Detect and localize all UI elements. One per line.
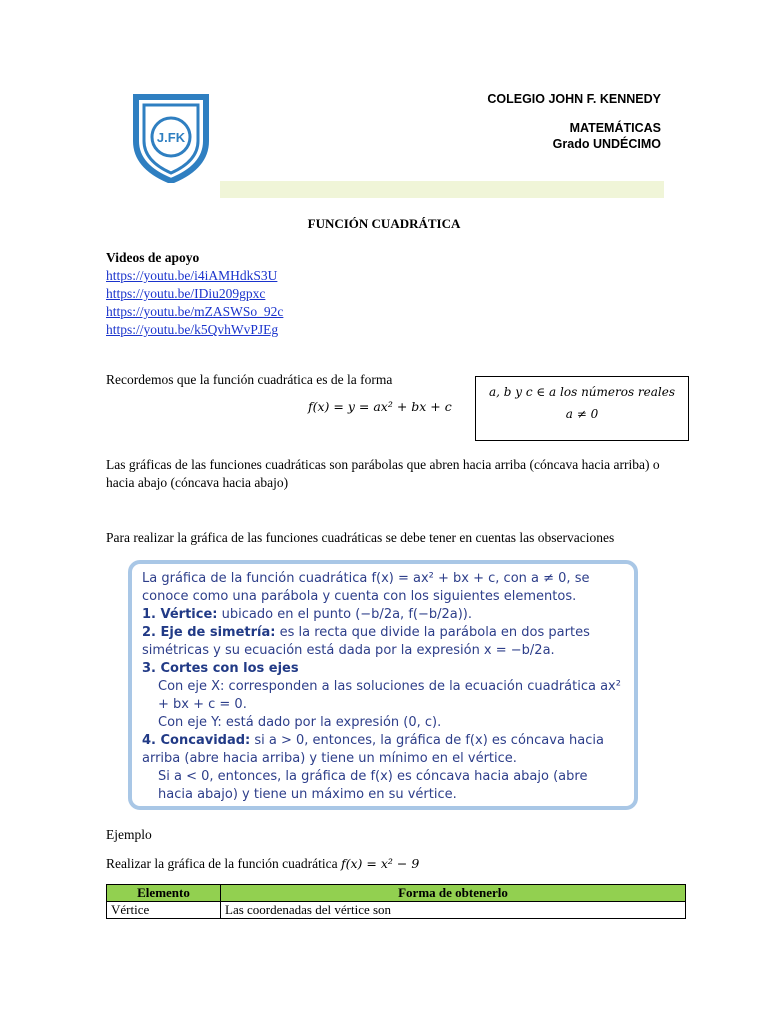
- intro-text: Recordemos que la función cuadrática es de la forma: [106, 372, 393, 387]
- subject: MATEMÁTICAS: [569, 121, 661, 135]
- property-symmetry: 2. Eje de simetría: es la recta que divide la parábola en dos partes simétricas y su ecuación está dada por la expresión x = −b/2a.: [142, 625, 590, 658]
- example-text: [106, 855, 419, 873]
- concavity-text-2: Si a < 0, entonces, la gráfica de f(x) es cóncava hacia abajo (abre hacia abajo) y tiene un máximo en su vértice.: [158, 769, 588, 802]
- property-concavity: 4. Concavidad: si a > 0, entonces, la gráfica de f(x) es cóncava hacia arriba (abre hacia arriba) y tiene un mínimo en el vértice. Si a < 0, entonces, la gráfica de f(x) es cóncava hacia abajo (abre hacia abajo) y tiene un máximo en su vértice.: [142, 732, 624, 804]
- property-intercepts: 3. Cortes con los ejes Con eje X: corresponden a las soluciones de la ecuación cuadrática ax² + bx + c = 0. Con eje Y: está dado por la expresión (0, c).: [142, 660, 624, 732]
- quadratic-formula: f(x) = y = ax² + bx + c: [308, 399, 452, 414]
- videos-section: [106, 249, 283, 339]
- paragraph-parabolas: Las gráficas de las funciones cuadráticas son parábolas que abren hacia arriba (cóncava hacia arriba) o hacia abajo (cóncava hacia abajo): [106, 457, 660, 490]
- header-forma: Forma de obtenerlo: [221, 885, 686, 902]
- coefficient-line-1: a, b y c ∈ a los números reales: [488, 385, 676, 399]
- concavity-text: si a > 0, entonces, la gráfica de f(x) es cóncava hacia arriba (abre hacia arriba) y tiene un mínimo en el vértice.: [142, 733, 604, 766]
- example-formula: f(x) = x² − 9: [340, 856, 420, 871]
- symmetry-text: es la recta que divide la parábola en dos partes simétricas y su ecuación está dada por la expresión x = −b/2a.: [142, 625, 590, 658]
- header-bar: [220, 181, 664, 198]
- intercept-x: Con eje X: corresponden a las soluciones de la ecuación cuadrática ax² + bx + c = 0.: [158, 679, 621, 712]
- video-link-3[interactable]: https://youtu.be/mZASWSo_92c: [106, 304, 284, 319]
- vertex-label: Vértice:: [160, 607, 218, 622]
- video-link-4[interactable]: https://youtu.be/k5QvhWvPJEg: [106, 322, 279, 337]
- paragraph-observations: Para realizar la gráfica de las funciones cuadráticas se debe tener en cuentas las observaciones: [106, 530, 615, 545]
- coefficient-box: [475, 376, 689, 441]
- intercepts-label: Cortes con los ejes: [160, 661, 299, 676]
- logo-text: J.FK: [156, 130, 186, 145]
- example-label: Ejemplo: [106, 827, 152, 842]
- cell-element: Vértice: [107, 902, 221, 919]
- symmetry-label: Eje de simetría:: [160, 625, 276, 640]
- example-table: [106, 884, 686, 919]
- videos-heading: Videos de apoyo: [106, 250, 200, 265]
- header-elemento: Elemento: [107, 885, 221, 902]
- page-title: FUNCIÓN CUADRÁTICA: [307, 216, 461, 231]
- video-link-1[interactable]: https://youtu.be/i4iAMHdkS3U: [106, 268, 278, 283]
- property-vertex: 1. Vértice: ubicado en el punto (−b/2a, f(−b/2a)).: [142, 607, 473, 622]
- concavity-label: Concavidad:: [160, 733, 251, 748]
- cell-method: Las coordenadas del vértice son: [221, 902, 686, 919]
- grade: Grado UNDÉCIMO: [552, 137, 661, 151]
- school-name: COLEGIO JOHN F. KENNEDY: [487, 92, 661, 106]
- vertex-text: ubicado en el punto (−b/2a, f(−b/2a)).: [221, 607, 473, 622]
- school-logo: [130, 93, 212, 183]
- example-instruction: Realizar la gráfica de la función cuadrática: [106, 856, 338, 871]
- properties-box: [128, 560, 638, 810]
- table-header-row: [107, 885, 686, 902]
- coefficient-line-2: a ≠ 0: [565, 407, 599, 421]
- video-link-2[interactable]: https://youtu.be/IDiu209gpxc: [106, 286, 266, 301]
- table-row: [107, 902, 686, 919]
- intercept-y: Con eje Y: está dado por la expresión (0, c).: [158, 715, 442, 730]
- properties-intro: La gráfica de la función cuadrática f(x) = ax² + bx + c, con a ≠ 0, se conoce como una parábola y cuenta con los siguientes elementos.: [142, 571, 590, 604]
